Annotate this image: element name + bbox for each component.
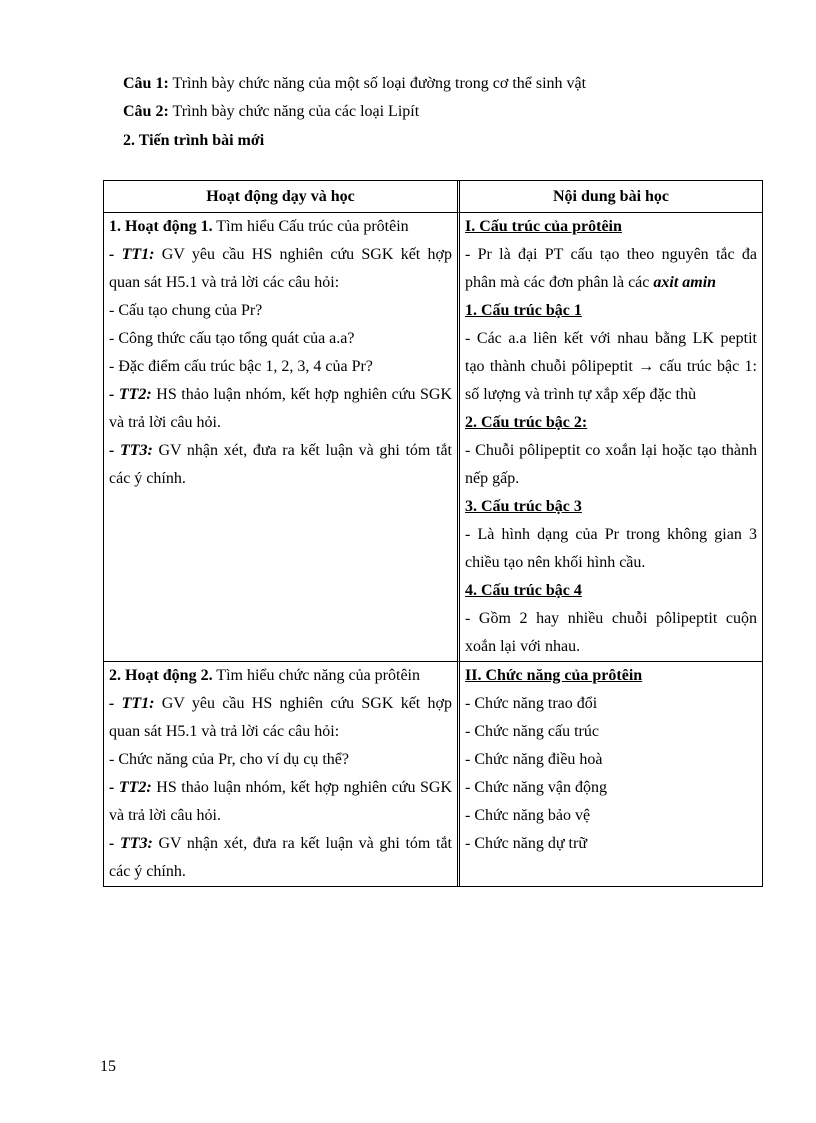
activity-2-title: 2. Hoạt động 2. [109, 667, 213, 684]
activity-2-tt1 [109, 690, 452, 746]
activity-cell-2 [104, 661, 460, 886]
tt2-label: - TT2: [109, 386, 152, 403]
tt3-text: GV nhận xét, đưa ra kết luận và ghi tóm tắt các ý chính. [109, 442, 452, 487]
function-item: - Chức năng điều hoà [465, 751, 603, 768]
activity-2-heading [109, 662, 452, 690]
header-activities: Hoạt động dạy và học [104, 181, 460, 212]
subsection-text: - Là hình dạng của Pr trong không gian 3 chiều tạo nên khối hình cầu. [465, 526, 757, 571]
lesson-table [103, 180, 763, 887]
tt3-label: - TT3: [109, 442, 153, 459]
subsection-text: - Gồm 2 hay nhiều chuỗi pôlipeptit cuộn xoắn lại với nhau. [465, 610, 757, 655]
activity-cell-1 [104, 212, 460, 661]
function-item: - Chức năng cấu trúc [465, 723, 599, 740]
content-1-title: I. Cấu trúc của prôtêin [465, 218, 622, 235]
subsection-text: - Các a.a liên kết với nhau bằng LK peptit tạo thành chuỗi pôlipeptit → cấu trúc bậc 1: số lượng và trình tự xắp xếp đặc thù [465, 330, 757, 403]
activity-1-tt3 [109, 437, 452, 493]
content-cell-1 [460, 212, 762, 661]
activity-1-heading [109, 213, 452, 241]
question-1-text: Trình bày chức năng của một số loại đường trong cơ thể sinh vật [168, 75, 587, 92]
question-bullet: - Cấu tạo chung của Pr? [109, 302, 263, 319]
question-bullet: - Công thức cấu tạo tổng quát của a.a? [109, 330, 355, 347]
activity-2-tt2 [109, 774, 452, 830]
subsection-title: 2. Cấu trúc bậc 2: [465, 414, 588, 431]
page-number: 15 [100, 1058, 116, 1075]
tt2-label: - TT2: [109, 779, 152, 796]
question-2-label: Câu 2: [123, 103, 169, 120]
content-2-title: II. Chức năng của prôtêin [465, 667, 643, 684]
tt1-label: - TT1: [109, 695, 155, 712]
activity-1-title: 1. Hoạt động 1. [109, 218, 213, 235]
question-2 [123, 102, 419, 122]
subsection-title: 3. Cấu trúc bậc 3 [465, 498, 582, 515]
question-bullet: - Chức năng của Pr, cho ví dụ cụ thể? [109, 751, 349, 768]
function-item: - Chức năng bảo vệ [465, 807, 591, 824]
table-row [104, 212, 762, 661]
intro-text: - Pr là đại PT cấu tạo theo nguyên tắc đa phân mà các đơn phân là các [465, 246, 757, 291]
function-item: - Chức năng dự trữ [465, 835, 587, 852]
tt1-label: - TT1: [109, 246, 155, 263]
intro-bold: axit amin [653, 274, 717, 291]
tt1-text: GV yêu cầu HS nghiên cứu SGK kết hợp quan sát H5.1 và trả lời các câu hỏi: [109, 246, 453, 291]
activity-2-tt3 [109, 830, 452, 886]
table-header-row [104, 181, 762, 212]
content-cell-2 [460, 661, 762, 886]
question-1-label: Câu 1: [123, 75, 169, 92]
tt3-label: - TT3: [109, 835, 153, 852]
activity-1-text: Tìm hiểu Cấu trúc của prôtêin [212, 218, 409, 235]
tt1-text: GV yêu cầu HS nghiên cứu SGK kết hợp quan sát H5.1 và trả lời các câu hỏi: [109, 695, 453, 740]
question-bullet: - Đặc điểm cấu trúc bậc 1, 2, 3, 4 của Pr? [109, 358, 373, 375]
question-1 [123, 74, 586, 94]
tt3-text: GV nhận xét, đưa ra kết luận và ghi tóm tắt các ý chính. [109, 835, 452, 880]
activity-2-text: Tìm hiểu chức năng của prôtêin [212, 667, 420, 684]
table-row [104, 661, 762, 886]
function-item: - Chức năng trao đổi [465, 695, 598, 712]
activity-1-tt2 [109, 381, 452, 437]
subsection-text: - Chuỗi pôlipeptit co xoắn lại hoặc tạo thành nếp gấp. [465, 442, 757, 487]
tt2-text: HS thảo luận nhóm, kết hợp nghiên cứu SGK và trả lời câu hỏi. [109, 386, 452, 431]
section-title: 2. Tiến trình bài mới [123, 132, 265, 149]
content-1-intro [465, 241, 757, 297]
function-item: - Chức năng vận động [465, 779, 607, 796]
subsection-title: 1. Cấu trúc bậc 1 [465, 302, 582, 319]
question-2-text: Trình bày chức năng của các loại Lipít [168, 103, 420, 120]
activity-1-tt1 [109, 241, 452, 297]
subsection-title: 4. Cấu trúc bậc 4 [465, 582, 582, 599]
tt2-text: HS thảo luận nhóm, kết hợp nghiên cứu SGK và trả lời câu hỏi. [109, 779, 452, 824]
header-content: Nội dung bài học [552, 188, 670, 205]
